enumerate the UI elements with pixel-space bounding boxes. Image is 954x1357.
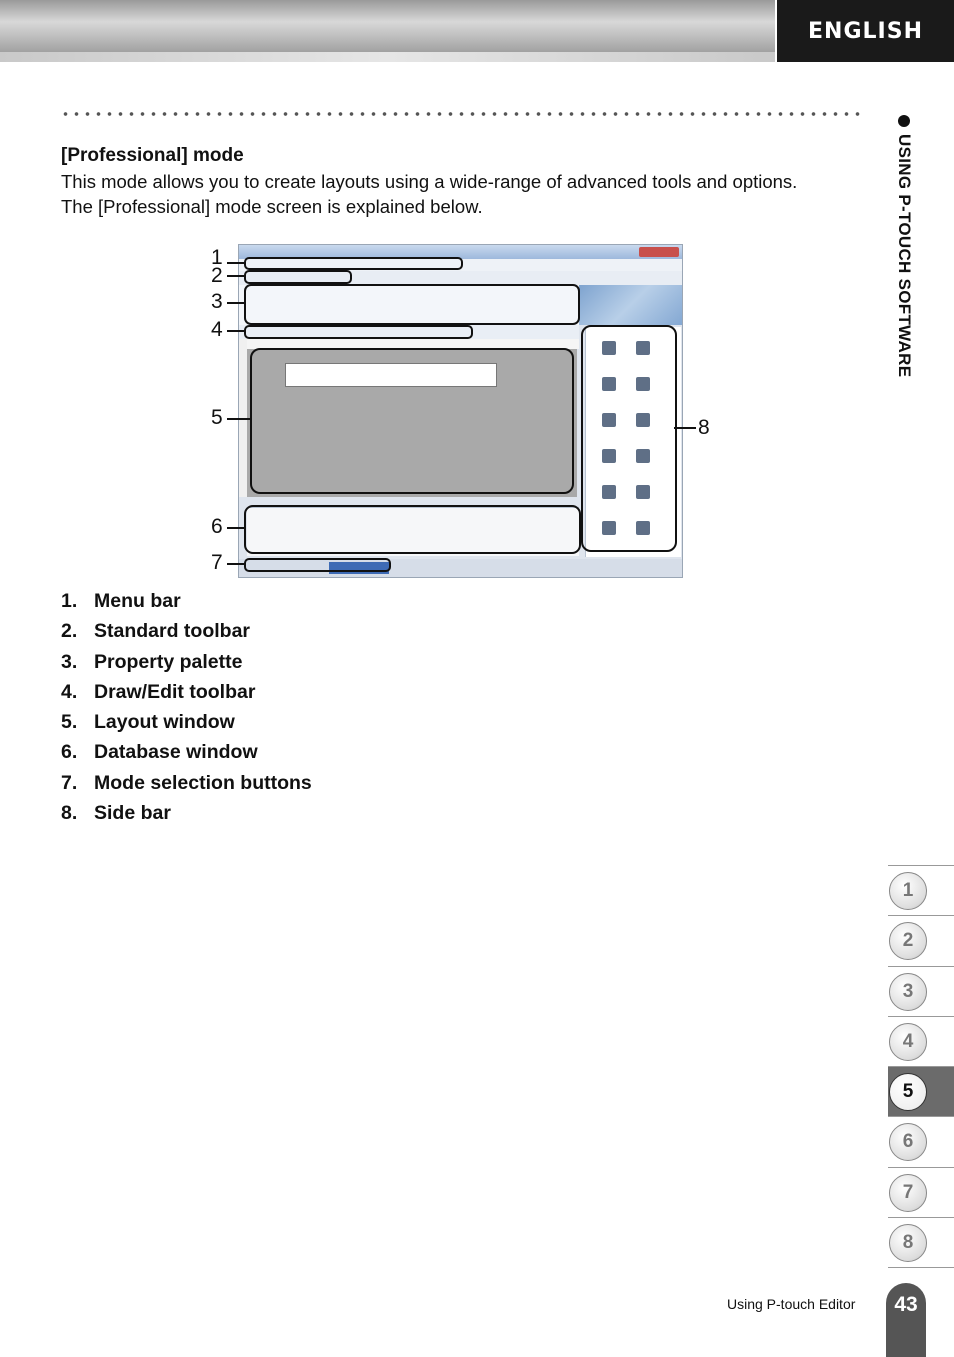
list-item-label: Menu bar: [94, 590, 181, 612]
list-item-label: Database window: [94, 741, 258, 764]
chapter-number: 7: [889, 1174, 927, 1212]
intro-paragraph-2: The [Professional] mode screen is explained below.: [61, 196, 483, 217]
chapter-number: 8: [889, 1224, 927, 1262]
chapter-tabs: [888, 865, 954, 1268]
callout-box-side-bar: [581, 325, 677, 552]
component-list: [61, 590, 312, 832]
list-item: [61, 590, 312, 620]
chapter-tab-1[interactable]: [888, 865, 954, 915]
list-item-number: 3.: [61, 650, 78, 673]
chapter-number: 3: [889, 973, 927, 1011]
list-item-number: 7.: [61, 771, 78, 794]
dotted-divider: [60, 110, 865, 118]
bullet-icon: [898, 115, 910, 127]
list-item-number: 2.: [61, 620, 78, 643]
callout-box-property-palette: [244, 284, 580, 325]
list-item: [61, 711, 312, 741]
callout-number-3: 3: [211, 290, 223, 313]
list-item-label: Standard toolbar: [94, 620, 251, 643]
chapter-number: 6: [889, 1123, 927, 1161]
chapter-tab-2[interactable]: [888, 915, 954, 965]
list-item-number: 4.: [61, 680, 78, 703]
leader-line-4: [227, 330, 245, 332]
callout-box-database-window: [244, 505, 581, 554]
chapter-tab-7[interactable]: [888, 1167, 954, 1217]
callout-box-standard-toolbar: [244, 270, 352, 284]
section-heading: [Professional] mode: [61, 145, 244, 166]
list-item-number: 5.: [61, 711, 78, 734]
chapter-tab-8[interactable]: [888, 1217, 954, 1268]
chapter-number: 5: [889, 1073, 927, 1111]
list-item: [61, 772, 312, 802]
list-item-label: Property palette: [94, 650, 243, 673]
leader-line-6: [227, 527, 245, 529]
callout-box-layout-window: [250, 348, 574, 494]
leader-line-1: [227, 262, 245, 264]
callout-box-draw-edit-toolbar: [244, 325, 473, 339]
list-item: [61, 681, 312, 711]
leader-line-7: [227, 563, 245, 565]
language-tab: ENGLISH: [777, 0, 954, 62]
list-item-label: Layout window: [94, 711, 235, 734]
callout-number-8: 8: [698, 416, 710, 439]
chapter-number: 4: [889, 1023, 927, 1061]
callout-number-2: 2: [211, 264, 223, 287]
chapter-tab-4[interactable]: [888, 1016, 954, 1066]
screenshot-ribbon-background: [579, 285, 682, 325]
list-item-label: Mode selection buttons: [94, 771, 312, 794]
chapter-number: 1: [889, 872, 927, 910]
list-item: [61, 651, 312, 681]
leader-line-8: [674, 427, 696, 429]
chapter-tab-3[interactable]: [888, 966, 954, 1016]
list-item-number: 8.: [61, 802, 78, 825]
list-item: [61, 620, 312, 650]
list-item: [61, 741, 312, 771]
intro-paragraph-1: This mode allows you to create layouts using a wide-range of advanced tools and options.: [61, 171, 798, 192]
footer-section-name: Using P-touch Editor: [727, 1296, 856, 1312]
leader-line-5: [227, 418, 251, 420]
chapter-tab-5[interactable]: [888, 1066, 954, 1116]
header-band: [0, 0, 775, 62]
callout-box-mode-buttons: [244, 558, 391, 572]
list-item-label: Side bar: [94, 802, 171, 825]
chapter-tab-6[interactable]: [888, 1116, 954, 1166]
window-controls-icon: [639, 247, 679, 257]
page-number: 43: [886, 1283, 926, 1357]
callout-number-1: 1: [211, 246, 223, 269]
leader-line-3: [227, 302, 245, 304]
callout-number-4: 4: [211, 318, 223, 341]
leader-line-2: [227, 275, 245, 277]
callout-number-5: 5: [211, 406, 223, 429]
list-item: [61, 802, 312, 832]
callout-number-6: 6: [211, 515, 223, 538]
list-item-number: 1.: [61, 590, 78, 612]
list-item-label: Draw/Edit toolbar: [94, 680, 256, 703]
callout-box-menu-bar: [244, 257, 463, 270]
callout-number-7: 7: [211, 551, 223, 574]
list-item-number: 6.: [61, 741, 78, 764]
section-title: USING P-TOUCH SOFTWARE: [895, 134, 914, 378]
section-side-title: [893, 110, 917, 440]
chapter-number: 2: [889, 922, 927, 960]
